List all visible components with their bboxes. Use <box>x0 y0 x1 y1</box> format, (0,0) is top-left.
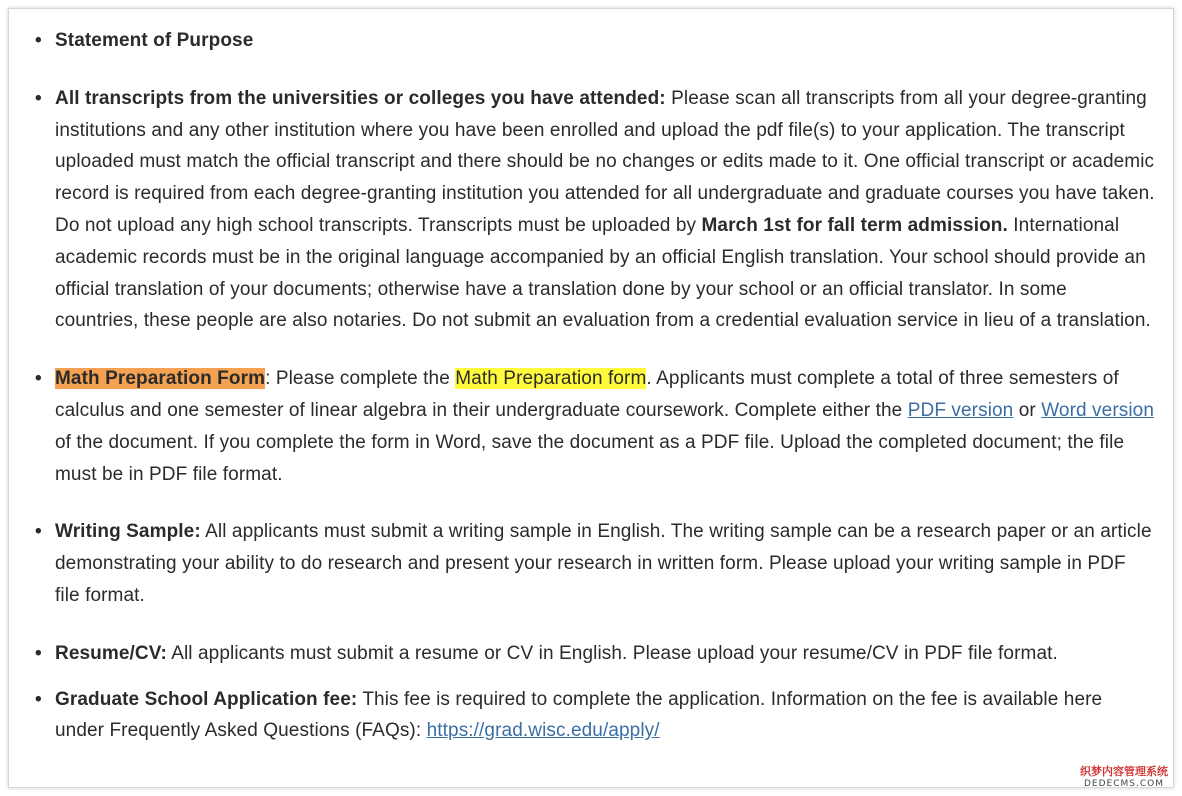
requirements-content <box>35 25 1155 747</box>
document-frame <box>8 8 1174 788</box>
word-version-link[interactable]: Word version <box>1041 399 1154 421</box>
bullet-icon: • <box>35 30 42 51</box>
item-text: International academic records must be in the original language accompanied by an official English translation. Your school should provide an official translation of your documents; otherwise have a translation done by your school or an official translator. In some countries, these people are also notaries. Do not submit an evaluation from a credential evaluation service in lieu of a translation. <box>55 214 1151 332</box>
list-item-statement-of-purpose <box>35 25 1155 57</box>
watermark-chinese-text: 织梦内容管理系统 <box>1080 765 1168 778</box>
bullet-icon: • <box>35 642 42 664</box>
item-text: . Applicants must complete a total of three semesters of calculus and one semester of linear algebra in their undergraduate coursework. Complete either the <box>55 368 1119 421</box>
math-form-highlight: Math Preparation form <box>455 368 647 390</box>
bullet-icon: • <box>35 368 42 390</box>
list-item-application-fee <box>35 684 1155 748</box>
list-item-writing-sample <box>35 516 1155 611</box>
item-text: of the document. If you complete the form in Word, save the document as a PDF file. Upload the completed document; the file must be in PDF file format. <box>55 431 1125 485</box>
bullet-icon: • <box>35 688 42 710</box>
list-item-resume <box>35 638 1155 670</box>
pdf-version-link[interactable]: PDF version <box>907 399 1014 421</box>
watermark-logo <box>1072 766 1176 790</box>
item-text: or <box>1013 399 1042 421</box>
item-title: Graduate School Application fee: <box>55 688 358 710</box>
list-item-math-preparation <box>35 363 1155 490</box>
watermark-english-text: DEDECMS.COM <box>1084 779 1164 789</box>
item-title: Statement of Purpose <box>55 30 254 51</box>
item-title-highlighted: Math Preparation Form <box>55 368 266 390</box>
requirements-list <box>35 25 1155 747</box>
item-text: Please scan all transcripts from all your degree-granting institutions and any other institution where you have been enrolled and upload the pdf file(s) to your application. The transcript uploaded must match the official transcript and there should be no changes or edits made to it. One official transcript or academic record is required from each degree-granting institution you attended for all undergraduate and graduate courses you have taken. Do not upload any high school transcripts. Transcripts must be uploaded by <box>55 87 1155 236</box>
item-text: All applicants must submit a resume or CV in English. Please upload your resume/CV in PDF file format. <box>166 642 1058 664</box>
bullet-icon: • <box>35 87 42 109</box>
item-text: This fee is required to complete the application. Information on the fee is available here under Frequently Asked Questions (FAQs): <box>55 688 1103 742</box>
item-title: All transcripts from the universities or colleges you have attended: <box>55 87 666 109</box>
item-text: : Please complete the <box>265 368 456 390</box>
list-item-transcripts <box>35 83 1155 337</box>
item-title: Resume/CV: <box>55 642 167 664</box>
bullet-icon: • <box>35 521 42 543</box>
item-title: Writing Sample: <box>55 521 201 543</box>
deadline-text: March 1st for fall term admission. <box>701 214 1008 236</box>
apply-url-link[interactable]: https://grad.wisc.edu/apply/ <box>426 720 660 742</box>
item-text: All applicants must submit a writing sample in English. The writing sample can be a research paper or an article demonstrating your ability to do research and present your research in written form. Please upload your writing sample in PDF file format. <box>55 521 1152 606</box>
